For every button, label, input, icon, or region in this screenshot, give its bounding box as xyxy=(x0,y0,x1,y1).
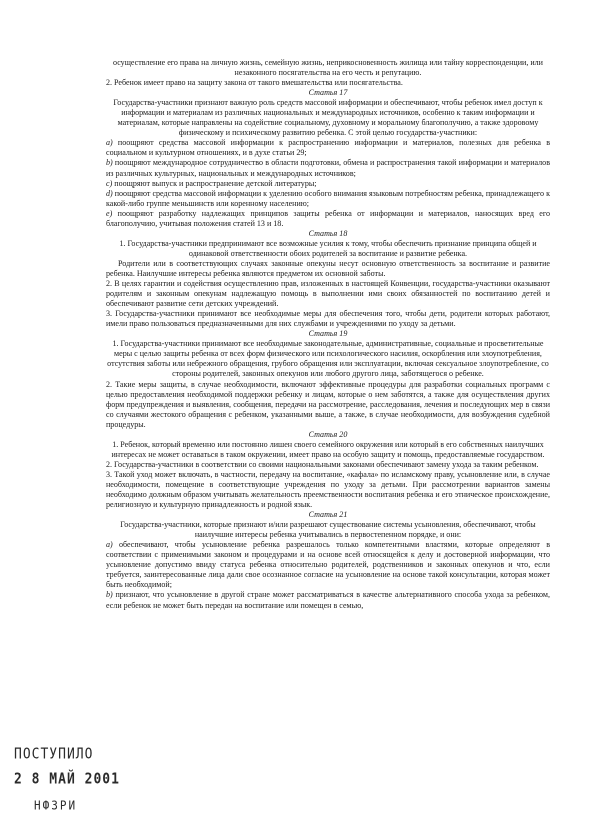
article-19-paragraph-2: 2. Такие меры защиты, в случае необходимости, включают эффективные процедуры для разработки социальных программ с целью предоставления необходимой поддержки ребенку и лицам, которые о нем заботятся, а также для осуществления других форм предупреждения и выявления, сообщения, передачи на рассмотрение, расследования, лечения и последующих мер в связи со случаями жестокого обращения с ребенком, указанными выше, а также, в случае необходимости, для возбуждения судебной процедуры. xyxy=(106,379,550,429)
item-text: поощряют средства массовой информации к уделению особого внимания языковым потребностям ребенка, принадлежащего к какой-либо группе меньшинств или коренному населению; xyxy=(106,188,550,208)
article-18-paragraph-1: 1. Государства-участники предпринимают все возможные усилия к тому, чтобы обеспечить признание принципа общей и одинаковой ответственности обоих родителей за воспитание и развитие ребенка. xyxy=(119,238,537,258)
item-letter: d) xyxy=(106,188,113,198)
item-text: поощряют разработку надлежащих принципов защиты ребенка от информации и материалов, наносящих вред его благополучию, учитывая положения статей 13 и 18. xyxy=(106,208,550,228)
document-page xyxy=(106,58,550,611)
article-17-item-c xyxy=(106,179,550,189)
article-20-title: Статья 20 xyxy=(308,429,348,439)
article-19-paragraph-1: 1. Государства-участники принимают все необходимые законодательные, административные, социальные и просветительные меры с целью защиты ребенка от всех форм физического или психологического насилия, оскорбления или злоупотребления, отсутствия заботы или небрежного обращения, грубого обращения или эксплуатации, включая сексуальное злоупотребление, со стороны родителей, законных опекунов или любого другого лица, заботящегося о ребенке. xyxy=(107,339,549,379)
intro-line: осуществление его права на личную жизнь, семейную жизнь, неприкосновенность жилища или тайну корреспонденции, или незаконного посягательства на его честь и репутацию. xyxy=(112,58,543,78)
received-stamp-date: 2 8 МАЙ 2001 xyxy=(14,771,120,789)
item-letter: c) xyxy=(106,178,113,188)
item-letter: e) xyxy=(106,208,113,218)
item-text: поощряют выпуск и распространение детской литературы; xyxy=(112,178,317,188)
item-text: поощряют средства массовой информации к распространению информации и материалов, полезных для ребенка в социальном и культурном отношениях, и в духе статьи 29; xyxy=(106,138,550,158)
item-letter: b) xyxy=(106,590,113,600)
article-20-paragraph-3: 3. Такой уход может включать, в частности, передачу на воспитание, «кафала» по исламскому праву, усыновление или, в случае необходимости, помещение в соответствующие учреждения по уходу за детьми. При рассмотрении вариантов замены необходимо должным образом учитывать желательность преемственности воспитания ребенка и его этническое происхождение, религиозную и культурную принадлежность и родной язык. xyxy=(106,469,550,510)
article-18-paragraph-1b: Родители или в соответствующих случаях законные опекуны несут основную ответственность за воспитание и развитие ребенка. Наилучшие интересы ребенка являются предметом их основной заботы. xyxy=(106,258,550,278)
received-stamp-org: НФЗРИ xyxy=(34,798,78,813)
article-17-item-d xyxy=(106,189,550,209)
article-17-item-b xyxy=(106,158,550,178)
item-letter: a) xyxy=(106,540,113,550)
item-text: обеспечивают, чтобы усыновление ребенка разрешалось только компетентными властями, которые определяют в соответствии с применимыми законом и процедурами и на основе всей относящейся к делу и достоверной информации, что усыновление допустимо ввиду статуса ребенка относительно родителей, родственников и законных опекунов и что, если требуется, заинтересованные лица дали свое осознанное согласие на усыновление на основе такой консультации, которая может быть необходимой; xyxy=(106,540,550,590)
article-21-item-a xyxy=(106,540,550,590)
article-17-item-a xyxy=(106,138,550,158)
item-letter: b) xyxy=(106,158,113,168)
received-stamp-label: ПОСТУПИЛО xyxy=(14,746,94,764)
article-17-item-e xyxy=(106,209,550,229)
article-18-title: Статья 18 xyxy=(308,228,348,238)
article-18-paragraph-3: 3. Государства-участники принимают все необходимые меры для обеспечения того, чтобы дети, родители которых работают, имели право пользоваться предназначенными для них службами и учреждениями по уходу за детьми. xyxy=(106,309,550,329)
article-19-title: Статья 19 xyxy=(308,329,348,339)
article-20-paragraph-1: 1. Ребенок, который временно или постоянно лишен своего семейного окружения или который в его собственных наилучших интересах не может оставаться в таком окружении, имеет право на особую защиту и помощь, предоставляемые государством. xyxy=(111,439,545,459)
intro-paragraph-2: 2. Ребенок имеет право на защиту закона от такого вмешательства или посягательства. xyxy=(106,78,403,88)
article-17-lead: Государства-участники признают важную роль средств массовой информации и обеспечивают, чтобы ребенок имел доступ к информации и материалам из различных национальных и международных источников, особенно к таким информации и материалам, которые направлены на содействие социальному, духовному и моральному благополучию, а также здоровому физическому и психическому развитию ребенка. С этой целью государства-участники: xyxy=(113,98,543,138)
article-17-title: Статья 17 xyxy=(308,88,348,98)
item-text: признают, что усыновление в другой стране может рассматриваться в качестве альтернативного способа ухода за ребенком, если ребенок не может быть передан на воспитание или помещен в семью, xyxy=(106,590,550,610)
article-21-item-b xyxy=(106,590,550,610)
article-21-lead: Государства-участники, которые признают и/или разрешают существование системы усыновления, обеспечивают, чтобы наилучшие интересы ребенка учитывались в первостепенном порядке, и они: xyxy=(120,520,536,540)
item-letter: a) xyxy=(106,138,113,148)
article-20-paragraph-2: 2. Государства-участники в соответствии со своими национальными законами обеспечивают замену ухода за таким ребенком. xyxy=(106,459,539,469)
item-text: поощряют международное сотрудничество в области подготовки, обмена и распространения такой информации и материалов из различных культурных, национальных и международных источников; xyxy=(106,158,550,178)
article-21-title: Статья 21 xyxy=(308,510,348,520)
article-18-paragraph-2: 2. В целях гарантии и содействия осуществлению прав, изложенных в настоящей Конвенции, государства-участники оказывают родителям и законным опекунам надлежащую помощь в выполнении ими своих обязанностей по воспитанию детей и обеспечивают развитие сети детских учреждений. xyxy=(106,279,550,309)
